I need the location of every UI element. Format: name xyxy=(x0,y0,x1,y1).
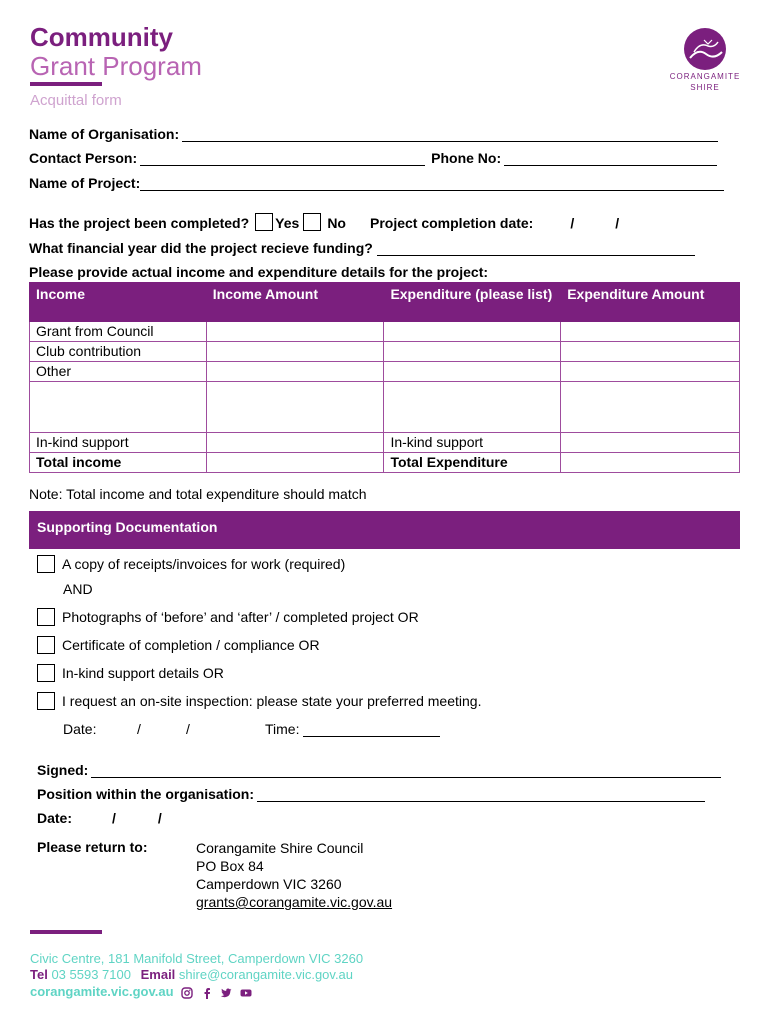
tel-label: Tel xyxy=(30,967,48,982)
corangamite-logo xyxy=(665,28,745,92)
header-expenditure: Expenditure (please list) xyxy=(384,283,561,322)
instagram-icon[interactable] xyxy=(181,987,193,999)
inkind-option xyxy=(37,664,224,682)
certificate-label: Certificate of completion / compliance OR xyxy=(62,637,320,653)
table-cell[interactable] xyxy=(206,342,384,362)
table-cell[interactable] xyxy=(561,322,740,342)
youtube-icon[interactable] xyxy=(240,987,252,999)
organisation-blank[interactable] xyxy=(182,128,718,142)
logo-text-line1: CORANGAMITE xyxy=(669,72,741,81)
inspection-time-blank[interactable] xyxy=(303,723,440,737)
organisation-field xyxy=(29,124,718,142)
inspection-label: I request an on-site inspection: please state your preferred meeting. xyxy=(62,693,482,709)
no-checkbox[interactable] xyxy=(303,213,321,231)
twitter-icon[interactable] xyxy=(220,987,232,999)
inspection-checkbox[interactable] xyxy=(37,692,55,710)
return-address-line: Corangamite Shire Council xyxy=(196,840,364,856)
contact-label: Contact Person: xyxy=(29,150,138,166)
no-label: No xyxy=(327,215,346,231)
certificate-option xyxy=(37,636,320,654)
completion-row xyxy=(29,213,619,231)
title-line-1: Community xyxy=(30,22,173,52)
position-field xyxy=(37,784,705,802)
table-row xyxy=(30,342,740,362)
supporting-documentation-heading: Supporting Documentation xyxy=(29,511,740,549)
inkind-label: In-kind support details OR xyxy=(62,665,224,681)
organisation-label: Name of Organisation: xyxy=(29,126,180,142)
date-separator: / xyxy=(186,721,190,737)
website-link[interactable]: corangamite.vic.gov.au xyxy=(30,984,174,999)
return-label: Please return to: xyxy=(37,839,148,855)
receipts-checkbox[interactable] xyxy=(37,555,55,573)
financial-year-label: What financial year did the project recieve funding? xyxy=(29,240,373,256)
inspection-time-field xyxy=(265,721,440,737)
contact-blank[interactable] xyxy=(140,152,425,166)
signoff-date-label: Date: xyxy=(37,810,73,826)
footer-rule xyxy=(30,930,102,934)
table-cell[interactable] xyxy=(561,453,740,473)
table-cell[interactable] xyxy=(206,362,384,382)
table-cell[interactable] xyxy=(384,322,561,342)
footer-address: Civic Centre, 181 Manifold Street, Camperdown VIC 3260 xyxy=(30,951,364,966)
certificate-checkbox[interactable] xyxy=(37,636,55,654)
footer-web-row xyxy=(30,984,252,999)
signed-label: Signed: xyxy=(37,762,89,778)
table-row xyxy=(30,433,740,453)
form-subtitle: Acquittal form xyxy=(30,92,122,109)
table-cell: Other xyxy=(30,362,207,382)
return-address-line: Camperdown VIC 3260 xyxy=(196,876,342,892)
table-row xyxy=(30,382,740,433)
logo-emblem xyxy=(684,28,726,70)
table-cell: Grant from Council xyxy=(30,322,207,342)
income-expenditure-table xyxy=(29,282,740,473)
signed-field xyxy=(37,760,721,778)
table-row xyxy=(30,322,740,342)
inspection-date-label: Date: xyxy=(63,721,97,737)
inkind-checkbox[interactable] xyxy=(37,664,55,682)
completion-date-label: Project completion date: xyxy=(369,215,534,231)
position-label: Position within the organisation: xyxy=(37,786,254,802)
phone-label: Phone No: xyxy=(431,150,502,166)
logo-text-line2: SHIRE xyxy=(690,83,720,92)
return-address-line: PO Box 84 xyxy=(196,858,264,874)
email-label: Email xyxy=(140,967,176,982)
and-label: AND xyxy=(63,581,93,597)
position-blank[interactable] xyxy=(257,788,705,802)
yes-checkbox[interactable] xyxy=(255,213,273,231)
title-rule xyxy=(30,82,102,86)
footer-email[interactable]: shire@corangamite.vic.gov.au xyxy=(178,967,354,982)
table-cell: Total income xyxy=(30,453,207,473)
date-separator: / xyxy=(615,215,620,231)
tel-number[interactable]: 03 5593 7100 xyxy=(51,967,131,982)
financial-year-blank[interactable] xyxy=(377,242,695,256)
date-separator: / xyxy=(112,810,116,826)
table-cell[interactable] xyxy=(384,362,561,382)
receipts-option xyxy=(37,555,345,573)
table-cell: Total Expenditure xyxy=(384,453,561,473)
table-cell[interactable] xyxy=(561,342,740,362)
project-blank[interactable] xyxy=(140,177,724,191)
yes-label: Yes xyxy=(275,215,300,231)
financial-year-field xyxy=(29,238,695,256)
table-cell[interactable] xyxy=(30,382,207,433)
table-row xyxy=(30,362,740,382)
table-cell[interactable] xyxy=(561,433,740,453)
table-cell[interactable] xyxy=(206,453,384,473)
table-cell[interactable] xyxy=(206,382,384,433)
footer-contacts xyxy=(30,967,353,982)
table-cell[interactable] xyxy=(206,322,384,342)
header-income-amount: Income Amount xyxy=(206,283,384,322)
signoff-date-field xyxy=(37,808,162,826)
inspection-time-label: Time: xyxy=(265,721,300,737)
return-address xyxy=(196,839,392,911)
header-income: Income xyxy=(30,283,207,322)
totals-note: Note: Total income and total expenditure should match xyxy=(29,486,367,502)
table-cell[interactable] xyxy=(384,382,561,433)
header-expenditure-amount: Expenditure Amount xyxy=(561,283,740,322)
table-cell[interactable] xyxy=(384,342,561,362)
signed-blank[interactable] xyxy=(91,764,721,778)
date-separator: / xyxy=(157,810,162,826)
receipts-label: A copy of receipts/invoices for work (required) xyxy=(62,556,346,572)
table-cell: In-kind support xyxy=(384,433,561,453)
table-row xyxy=(30,453,740,473)
table-cell[interactable] xyxy=(561,382,740,433)
date-separator: / xyxy=(137,721,141,737)
return-email-link[interactable]: grants@corangamite.vic.gov.au xyxy=(196,894,393,910)
table-cell[interactable] xyxy=(206,433,384,453)
project-label: Name of Project: xyxy=(29,175,141,191)
table-cell: Club contribution xyxy=(30,342,207,362)
details-prompt xyxy=(29,262,488,280)
facebook-icon[interactable] xyxy=(201,987,213,999)
photographs-checkbox[interactable] xyxy=(37,608,55,626)
project-field xyxy=(29,173,724,191)
table-cell: In-kind support xyxy=(30,433,207,453)
inspection-option xyxy=(37,692,481,710)
contact-field xyxy=(29,148,717,166)
title-line-2: Grant Program xyxy=(30,51,202,81)
phone-blank[interactable] xyxy=(504,152,717,166)
details-prompt-text: Please provide actual income and expenditure details for the project: xyxy=(29,264,489,280)
photographs-label: Photographs of ‘before’ and ‘after’ / completed project OR xyxy=(62,609,419,625)
completed-question: Has the project been completed? xyxy=(29,215,250,231)
table-cell[interactable] xyxy=(561,362,740,382)
photographs-option xyxy=(37,608,419,626)
table-header-row xyxy=(30,283,740,322)
date-separator: / xyxy=(570,215,575,231)
